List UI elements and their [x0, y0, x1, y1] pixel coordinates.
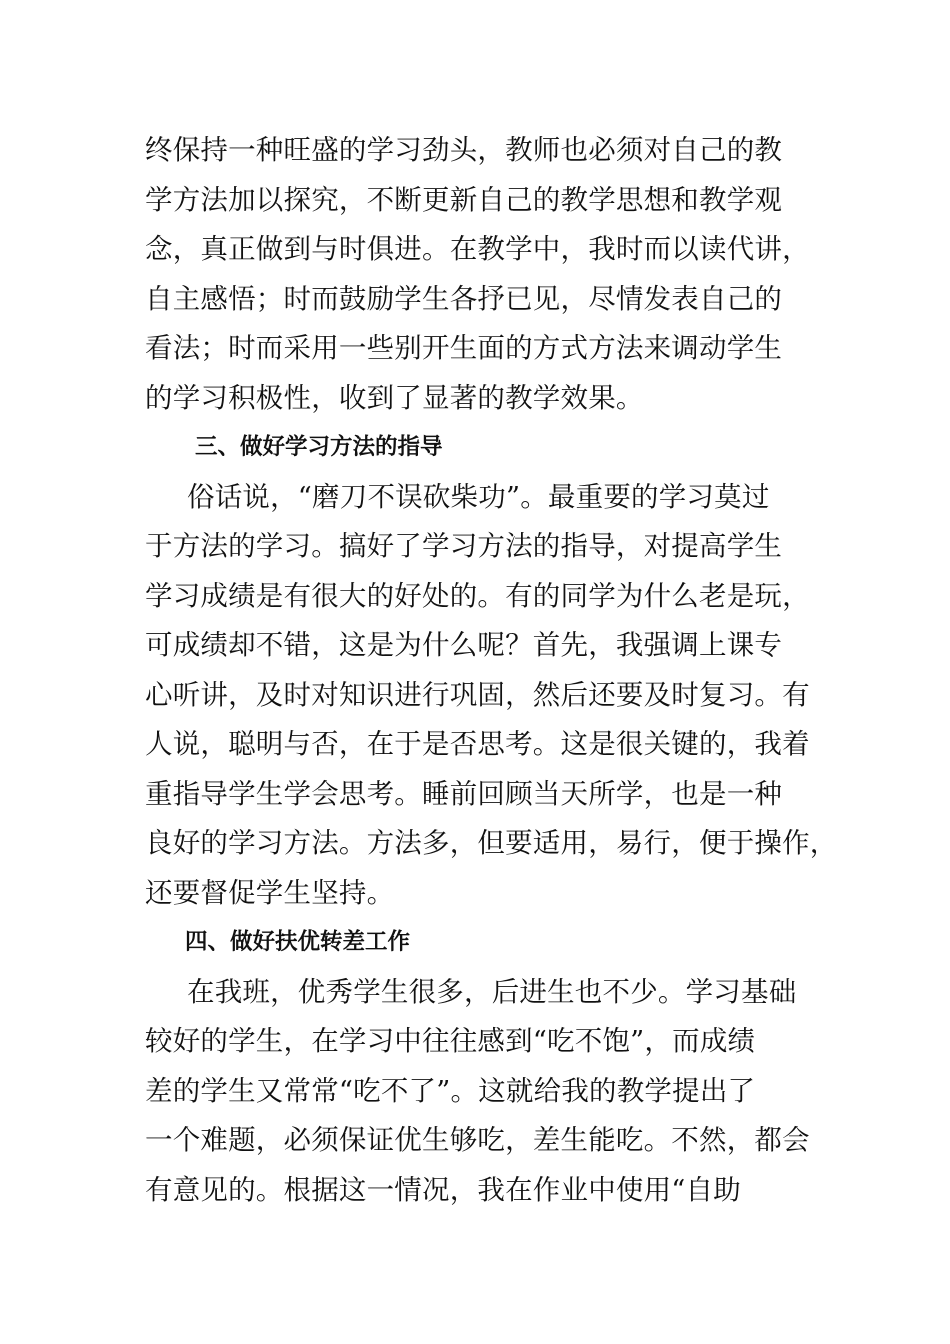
text-line: 终保持一种旺盛的学习劲头，教师也必须对自己的教 [145, 134, 783, 166]
text-line: 较好的学生，在学习中往往感到“吃不饱”，而成绩 [145, 1025, 756, 1057]
intro-paragraph [145, 126, 835, 423]
section-4-paragraph [145, 968, 835, 1216]
text-line: 一个难题，必须保证优生够吃，差生能吃。不然，都会 [145, 1124, 810, 1156]
text-line: 可成绩却不错，这是为什么呢？首先，我强调上课专 [145, 629, 783, 661]
text-line: 的学习积极性，收到了显著的教学效果。 [145, 381, 644, 414]
text-line: 良好的学习方法。方法多，但要适用，易行，便于操作， [145, 827, 838, 859]
text-line: 念，真正做到与时俱进。在教学中，我时而以读代讲， [145, 233, 810, 265]
section-4-heading: 四、做好扶优转差工作 [185, 929, 411, 955]
section-3-heading: 三、做好学习方法的指导 [195, 434, 443, 460]
document-body [145, 126, 838, 1215]
text-line: 在我班，优秀学生很多，后进生也不少。学习基础 [187, 975, 797, 1008]
text-line: 重指导学生学会思考。睡前回顾当天所学，也是一种 [145, 777, 783, 810]
text-line: 有意见的。根据这一情况，我在作业中使用“自助 [145, 1173, 741, 1206]
text-line: 差的学生又常常“吃不了”。这就给我的教学提出了 [145, 1074, 756, 1107]
text-line: 看法；时而采用一些别开生面的方式方法来调动学生 [145, 332, 783, 364]
text-line: 心听讲，及时对知识进行巩固，然后还要及时复习。有 [145, 678, 810, 711]
text-line: 学习成绩是有很大的好处的。有的同学为什么老是玩， [145, 579, 810, 612]
text-line: 自主感悟；时而鼓励学生各抒已见，尽情发表自己的 [145, 282, 783, 315]
text-line: 人说，聪明与否，在于是否思考。这是很关键的，我着 [145, 728, 810, 760]
section-3-paragraph [145, 473, 838, 919]
text-line: 于方法的学习。搞好了学习方法的指导，对提高学生 [145, 530, 783, 562]
text-line: 还要督促学生坚持。 [145, 876, 395, 909]
text-line: 学方法加以探究，不断更新自己的教学思想和教学观 [145, 183, 783, 216]
text-line: 俗话说，“磨刀不误砍柴功”。最重要的学习莫过 [187, 480, 770, 513]
